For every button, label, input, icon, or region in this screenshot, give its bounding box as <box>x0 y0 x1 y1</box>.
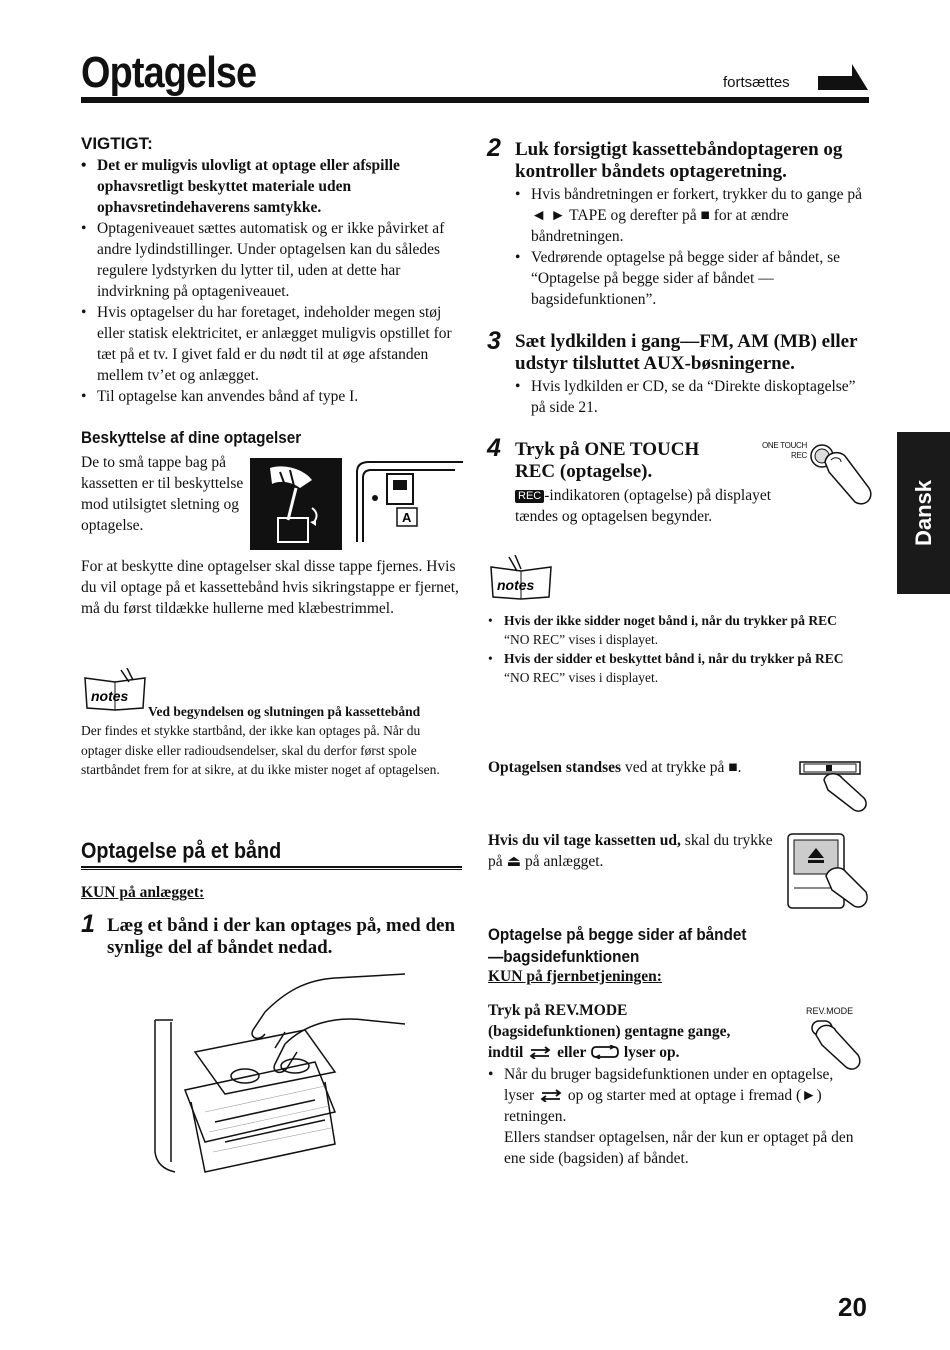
language-tab <box>897 432 950 594</box>
protect-heading: Beskyttelse af dine optagelser <box>81 428 302 447</box>
protect-text-continued: For at beskytte dine optagelser skal disse tappe fjernes. Hvis du vil optage på et kassettebånd hvis sikringstappe er fjernet, må du først tildække hullerne med klæbestrimmel. <box>81 558 459 617</box>
step-number: 1 <box>81 910 95 938</box>
step-line-part: lyser op. <box>619 1044 680 1061</box>
continued-label: fortsættes <box>723 74 790 91</box>
step2-list <box>515 184 865 310</box>
page-title: Optagelse <box>81 48 257 97</box>
language-tab-label: Dansk <box>910 479 936 547</box>
stop-button-icon <box>798 758 870 814</box>
cassette-insert-illustration <box>135 972 415 1187</box>
heading-line: Optagelse på begge sider af båndet <box>488 925 747 944</box>
list-item <box>488 1064 858 1169</box>
reverse-mode-icon <box>538 1089 564 1102</box>
note2-list <box>488 611 858 687</box>
tab-letter: A <box>402 510 412 525</box>
eject-instruction <box>488 830 778 872</box>
list-item: • Hvis lydkilden er CD, se da “Direkte diskoptagelse” på side 21. <box>515 376 865 418</box>
button-label-line: ONE TOUCH <box>761 441 807 450</box>
list-item: • Hvis optagelser du har foretaget, indeholder megen støj eller statisk elektricitet, er anlægget muligvis opstillet for tæt på et tv. I givet fald er du nødt til at øge afstanden mellem tv’et og anlægget. <box>81 302 461 386</box>
list-item <box>488 611 858 649</box>
list-item: • Til optagelse kan anvendes bånd af type I. <box>81 386 461 407</box>
important-list <box>81 155 461 407</box>
stop-bold: Optagelsen standses <box>488 759 622 776</box>
list-item: • Vedrørende optagelse på begge sider af båndet, se “Optagelse på begge sider af båndet —bagsidefunktionen”. <box>515 247 865 310</box>
step4-description <box>515 485 815 527</box>
page-number: 20 <box>838 1292 867 1322</box>
revmode-step <box>488 1000 788 1063</box>
one-touch-rec-button-icon <box>805 436 877 514</box>
eject-button-icon <box>786 832 870 912</box>
note-bold: • Hvis der ikke sidder noget bånd i, når du trykker på REC <box>504 613 837 628</box>
header-rule <box>81 97 869 103</box>
step-number: 2 <box>487 134 501 162</box>
notes-label: notes <box>91 688 129 704</box>
step-line: (bagsidefunktionen) gentagne gange, <box>488 1023 731 1040</box>
notes-icon <box>81 668 151 712</box>
note-bold: • Hvis der sidder et beskyttet bånd i, når du trykker på REC <box>504 651 844 666</box>
button-label-line: REC <box>791 451 807 460</box>
eject-plain: skal du trykke på <box>488 832 773 870</box>
notes-icon <box>487 555 557 603</box>
protect-text: De to små tappe bag på kassetten er til beskyttelse mod utilsigtet sletning og optagelse. <box>81 454 244 534</box>
tab-removal-illustration <box>250 458 342 550</box>
eject-plain: på anlægget. <box>521 853 604 870</box>
step-number: 3 <box>487 327 501 355</box>
one-touch-rec-button-label <box>757 441 807 461</box>
list-item: • Optageniveauet sættes automatisk og er ikke påvirket af andre lydindstillinger. Under optagelsen kan du således regulere lydstyrken du lytter til, uden at dette har indvirkning på optageniveauet. <box>81 218 461 302</box>
heading-line: —bagsidefunktionen <box>488 947 640 966</box>
step4-text: Tryk på ONE TOUCH REC (optagelse). <box>515 439 700 482</box>
list-item-text: op og starter med at optage i fremad (►) retningen. <box>504 1087 822 1125</box>
step-line-part: indtil <box>488 1044 528 1061</box>
step-number: 4 <box>487 434 501 462</box>
list-item: • Hvis båndretningen er forkert, trykker du to gange på ◄ ► TAPE og derefter på ■ for at ændre båndretningen. <box>515 184 865 247</box>
stop-plain: ved at trykke på ■. <box>621 759 742 776</box>
list-item-text: Når du bruger bagsidefunktionen under en optagelse, lyser <box>504 1066 834 1104</box>
section-heading: Optagelse på et bånd <box>81 838 282 863</box>
step-line <box>488 1042 788 1063</box>
rec-indicator-badge: REC <box>515 490 544 503</box>
step2-text: Luk forsigtigt kassettebåndoptageren og kontroller båndets optageretning. <box>515 139 843 182</box>
note-plain: “NO REC” vises i displayet. <box>504 632 659 647</box>
continue-arrow-icon <box>818 62 870 94</box>
list-item <box>488 649 858 687</box>
note-plain: “NO REC” vises i displayet. <box>504 670 659 685</box>
notes-label: notes <box>497 577 535 593</box>
section-rule <box>81 866 462 870</box>
list-item-text: Ellers standser optagelsen, når der kun er optaget på den ene side (bagsiden) af båndet. <box>504 1129 854 1167</box>
note1-heading: Ved begyndelsen og slutningen på kassettebånd <box>148 704 421 719</box>
only-unit-label: KUN på anlægget: <box>81 884 205 901</box>
only-remote-label: KUN på fjernbetjeningen: <box>488 968 662 985</box>
continuous-reverse-mode-icon <box>590 1045 620 1059</box>
step4-description-text: -indikatoren (optagelse) på displayet tændes og optagelsen begynder. <box>515 487 772 525</box>
note1-text: Der findes et stykke startbånd, der ikke kan optages på. Når du optager diske eller radioudsendelser, skal du derfor først spole startbåndet frem for at sikre, at du ikke mister noget af optagelsen. <box>81 723 440 777</box>
step3-text: Sæt lydkilden i gang—FM, AM (MB) eller udstyr tilsluttet AUX-bøsningerne. <box>515 331 858 374</box>
both-sides-heading <box>488 924 746 968</box>
revmode-button-label: REV.MODE <box>806 1006 854 1016</box>
eject-bold: Hvis du vil tage kassetten ud, <box>488 832 681 849</box>
important-heading: VIGTIGT: <box>81 134 153 153</box>
stop-instruction <box>488 757 788 778</box>
cassette-tab-illustration <box>355 458 465 546</box>
step-line: Tryk på REV.MODE <box>488 1002 628 1019</box>
revmode-list <box>488 1064 858 1169</box>
step-line-part: eller <box>553 1044 590 1061</box>
step1-text: Læg et bånd i der kan optages på, med den synlige del af båndet nedad. <box>107 915 456 958</box>
eject-icon: ⏏ <box>506 853 522 870</box>
list-item: • Det er muligvis ulovligt at optage eller afspille ophavsretligt beskyttet materiale uden ophavsretindehaverens samtykke. <box>81 155 461 218</box>
reverse-mode-icon <box>527 1046 553 1059</box>
step3-list <box>515 376 865 418</box>
